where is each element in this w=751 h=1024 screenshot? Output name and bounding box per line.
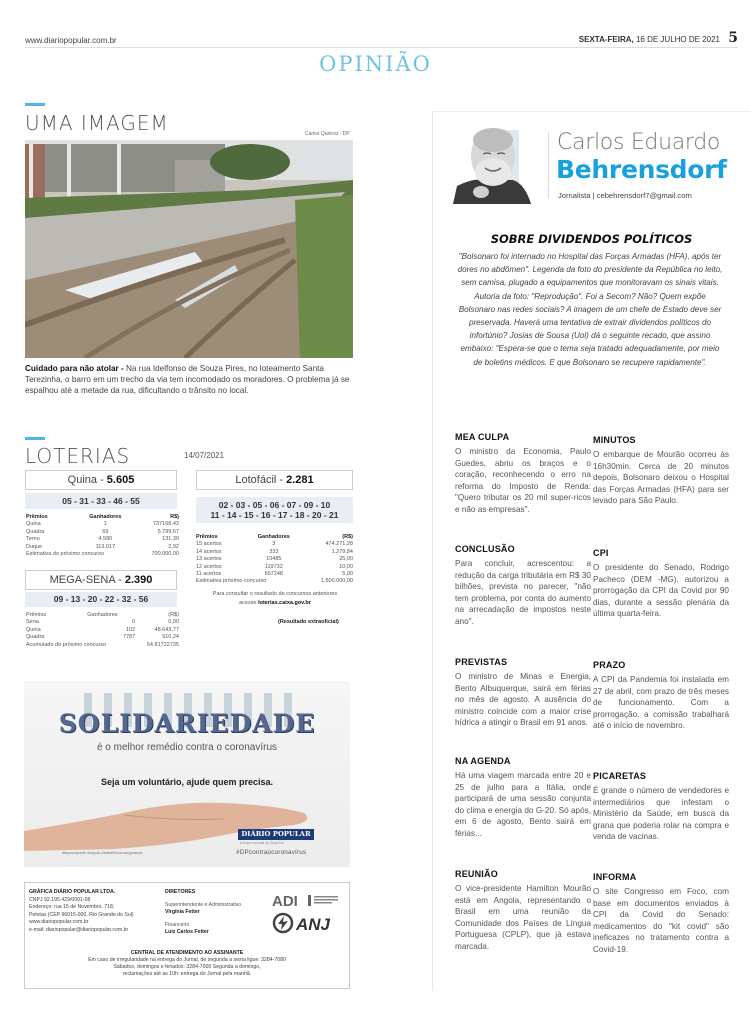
quina-table xyxy=(26,514,179,558)
col-ganhadores: Ganhadores xyxy=(257,534,290,540)
cell: 10,00 xyxy=(339,563,353,570)
quina-contest: 5.605 xyxy=(106,474,135,486)
director-role: Financeiro xyxy=(165,921,190,928)
author-first-name: Carlos Eduardo xyxy=(557,130,721,155)
page-number: 5 xyxy=(728,30,738,46)
ad-tags: #façasuaparte #sejudo #trabalhecomsegurança xyxy=(62,851,143,855)
weekday: SEXTA-FEIRA, xyxy=(578,35,634,44)
cell: 333 xyxy=(269,548,279,555)
diario-popular-logo: DIÁRIO POPULAR xyxy=(238,829,314,840)
table-row xyxy=(196,571,353,578)
col-premios: Prêmios xyxy=(26,612,47,618)
company-email[interactable]: e-mail: diariopopular@diariopopular.com.br xyxy=(29,926,129,933)
estimate-value: 64.81722735 xyxy=(146,641,179,648)
ad-cta: Seja um voluntário, ajude quem precisa. xyxy=(100,777,274,787)
author-portrait xyxy=(453,120,539,204)
cell: 13 acertos xyxy=(196,556,222,563)
photo-image xyxy=(25,140,353,358)
lottery-link[interactable]: loterias.caixa.gov.br xyxy=(258,600,311,606)
note-cpi xyxy=(593,548,729,620)
table-header-row xyxy=(26,612,179,619)
divider xyxy=(548,132,549,198)
note-title: NA AGENDA xyxy=(455,756,511,766)
cell: 2,92 xyxy=(168,543,179,550)
table-row xyxy=(26,634,179,641)
cell: 14 acertos xyxy=(196,548,222,555)
lottery-note-line2 xyxy=(195,599,355,608)
note-text: O site Congresso em Foco, com base em documentos enviados à CPI da Covid do Senado: medicamentos do "kit covid" são ineficazes no tratamento contra a Covid-19. xyxy=(593,887,729,954)
cell: Quadra xyxy=(26,634,45,641)
note-title: PREVISTAS xyxy=(455,657,508,667)
cell: 25,00 xyxy=(339,556,353,563)
adi-logo-text: ADI xyxy=(272,893,298,908)
col-valor: (R$) xyxy=(168,612,179,618)
col-premios: Prêmios xyxy=(196,534,218,540)
table-row xyxy=(26,627,179,634)
table-row xyxy=(26,521,179,528)
note-title: PRAZO xyxy=(593,660,626,670)
cell: 474.271,28 xyxy=(325,541,353,548)
directors-info xyxy=(165,889,241,937)
directors-title: DIRETORES xyxy=(165,889,196,895)
megasena-name: MEGA-SENA - xyxy=(49,574,125,586)
note-picaretas xyxy=(593,771,729,843)
quina-header xyxy=(25,470,177,490)
note-title: REUNIÃO xyxy=(455,869,498,879)
edition-date xyxy=(579,35,720,44)
estimate-value: 1.500.000,00 xyxy=(320,578,353,585)
cell: 3 xyxy=(272,541,276,548)
cell: 131,39 xyxy=(162,536,179,543)
service-line: reclamações até as 10h: entrega do Jornal pela manhã. xyxy=(122,971,252,977)
street-mud-photo xyxy=(25,140,353,358)
service-line: Sábados, domingos e feriados: 3284-7000 Segunda a domingo, xyxy=(113,964,261,970)
cell: 48.643,77 xyxy=(154,626,179,633)
note-title: PICARETAS xyxy=(593,771,647,781)
note-text: A CPI da Pandemia foi instalada em 27 de abril, com prazo de três meses de funcionamento. Com a prorrogação, a comissão trabalhará até o início de novembro. xyxy=(593,675,729,731)
cell: 119732 xyxy=(264,563,283,570)
note-title: MINUTOS xyxy=(593,435,636,445)
note-text: O ministro da Economia, Paulo Guedes, abriu os braços e o coração, reconhecendo o erro na reforma do Imposto de Renda: "Quero tributar os 20 mil super-ricos e não as empresas". xyxy=(455,447,591,514)
cell: 11 acertos xyxy=(196,571,222,578)
anj-logo xyxy=(272,912,342,934)
cell: 0 xyxy=(132,619,136,626)
col-valor: R$) xyxy=(170,514,179,520)
note-title: MEA CULPA xyxy=(455,432,510,442)
note-conclusao xyxy=(455,544,591,628)
cell: 1.279,84 xyxy=(331,548,353,555)
col-premios: Prêmios xyxy=(26,514,48,520)
col-ganhadores: Ganhadores xyxy=(87,612,118,618)
note-informa xyxy=(593,872,729,956)
lotofacil-contest: 2.281 xyxy=(286,474,314,486)
cell: 69 xyxy=(102,528,109,535)
lotofacil-numbers-line1: 02 - 03 - 05 - 06 - 07 - 09 - 10 xyxy=(218,500,331,510)
col-ganhadores: Ganhadores xyxy=(89,514,122,520)
note-text: Há uma viagem marcada entre 20 e 25 de julho para a Itália, onde participará de uma sessão conjunta do clima e energia do G-20. Só após, em 6 de agosto, Bento sairá em férias... xyxy=(455,771,591,838)
uma-imagem-title: UMA IMAGEM xyxy=(25,111,169,135)
company-name: GRÁFICA DIÁRIO POPULAR LTDA. xyxy=(29,889,116,895)
cell: 12 acertos xyxy=(196,563,222,570)
cell: Quina xyxy=(26,521,41,528)
estimate-label: Acumulado do próximo concurso xyxy=(26,641,107,648)
section-title: OPINIÃO xyxy=(319,52,432,76)
note-text: O ministro de Minas e Energia, Bento Albuquerque, sairá em férias no mês de agosto. A ausência do ministro coincide com a maior crise hídrica a atingir o Brasil em 91 anos. xyxy=(455,672,591,728)
cell: Sena xyxy=(26,619,39,626)
lottery-note xyxy=(195,590,355,608)
cell: Quadra xyxy=(26,528,45,535)
lotofacil-header xyxy=(196,470,353,490)
note-text: O embarque de Mourão ocorreu às 16h30min. Cerca de 20 minutos depois, Bolsonaro deixou o Hospital das Forças Armadas (HFA) para ser levado para São Paulo. xyxy=(593,450,729,506)
megasena-contest: 2.390 xyxy=(124,574,153,586)
photo-credit: Carlos Queiroz - DP xyxy=(305,131,350,137)
lotofacil-numbers-line2: 11 - 14 - 15 - 16 - 17 - 18 - 20 - 21 xyxy=(210,510,339,520)
service-title: CENTRAL DE ATENDIMENTO AO ASSINANTE xyxy=(130,950,244,956)
estimate-label: Estimativa próximo concurso xyxy=(196,578,267,585)
table-header-row xyxy=(26,514,179,521)
table-row xyxy=(196,564,353,571)
cell: 4.580 xyxy=(98,536,113,543)
note-mea-culpa xyxy=(455,432,591,516)
note-text: O presidente do Senado, Rodrigo Pacheco (DEM -MG), autorizou a prorrogação da CPI da Covid por 90 dias, durante a sessão plenária da última quarta-feira. xyxy=(593,563,729,619)
cell: 0,00 xyxy=(168,619,179,626)
note-text: Para concluir, acrescentou: a redução da carga tributária em R$ 30 bilhões, prevista no parecer, "não tem problema, por conta do aumento na arrecadação de impostos neste ano". xyxy=(455,559,591,626)
caption-lead: Cuidado para não atolar - xyxy=(25,364,124,373)
col-valor: (R$) xyxy=(342,534,353,540)
company-line: CNPJ 92.195.429/0001-08 xyxy=(29,896,91,903)
note-minutos xyxy=(593,435,729,507)
cell: 737168,42 xyxy=(153,521,179,528)
site-url[interactable]: www.diariopopular.com.br xyxy=(25,36,117,45)
cell: 5.799,67 xyxy=(157,528,179,535)
ad-subtitle: é o melhor remédio contra o coronavírus xyxy=(96,742,278,753)
cell: 102 xyxy=(126,626,136,633)
table-row xyxy=(26,544,179,551)
table-row xyxy=(196,549,353,556)
article-title: SOBRE DIVIDENDOS POLÍTICOS xyxy=(490,232,693,246)
estimate-row xyxy=(196,578,353,585)
note-text: É grande o número de vendedores e intermediários que infestam o Ministério da Saúde, em busca da grana que poderia rolar na compra e venda de vacinas. xyxy=(593,786,729,842)
estimate-row xyxy=(26,642,179,649)
logo-tagline: A força comunal do Zona Sul xyxy=(240,841,284,845)
company-info xyxy=(29,889,134,934)
cell: 910,24 xyxy=(162,634,179,641)
loterias-title: LOTERIAS xyxy=(25,444,131,468)
estimate-row xyxy=(26,551,179,558)
lottery-note-line1: Para consultar o resultado de concursos anteriores xyxy=(212,591,338,597)
table-row xyxy=(26,619,179,626)
caption-text: Na rua Idelfonso de Souza Pires, no loteamento Santa Terezinha, o barro em um trecho da via tem incomodado os moradores. O problema já se espalhou até a metade da rua, dificultando o trânsito no local. xyxy=(25,364,350,395)
cell: 10485 xyxy=(266,556,282,563)
article-body: "Bolsonaro foi internado no Hospital das Forças Armadas (HFA), após ter dores no abdômen". Legenda da foto do presidente da República no leito, sem camisa, plugado a equipamentos que monitoravam os sinais vitais. Autoria da foto: "Reprodução". Foi a Secom? Não? Quem expõe Bolsonaro nas redes sociais? A imagem de um chefe de Estado deve ser preservada. Haverá uma tentativa de extrair dividendos políticos do infortúnio? Josias de Sousa (Uol) dá o seguinte recado, que assino embaixo: "Espera-se que o tema seja tratado adequadamente, por meio de boletins médicos. E que Bolsonaro se recupere rapidamente". xyxy=(457,252,723,367)
date-text: 16 DE JULHO DE 2021 xyxy=(633,35,720,44)
megasena-table xyxy=(26,612,179,649)
note-title: CPI xyxy=(593,548,609,558)
accent-bar xyxy=(25,437,45,440)
note-text: O vice-presidente Hamilton Mourão está em Angola, representando o Brasil em uma reunião da Comunidade dos Países de Língua Portuguesa (CPLP), que já estava marcada. xyxy=(455,884,591,951)
solidarity-ad[interactable] xyxy=(24,681,350,867)
estimate-label: Estimativa do próximo concurso xyxy=(26,551,104,558)
subscriber-service xyxy=(25,950,349,978)
cell: 7787 xyxy=(122,634,136,641)
lotofacil-numbers xyxy=(196,497,353,523)
estimate-value: 700.000,00 xyxy=(151,551,179,558)
unofficial-result: (Resultado extraoficial) xyxy=(278,619,339,625)
company-line: Endereço: rua 15 de Novembro, 718, xyxy=(29,904,115,910)
company-line: Pelotas (CEP 96015-000, Rio Grande do Sul) xyxy=(29,911,134,918)
note-title: INFORMA xyxy=(593,872,637,882)
open-hand-icon xyxy=(24,791,350,851)
ad-hashtag: #DPcontraocoronavírus xyxy=(236,849,307,856)
adi-logo xyxy=(272,893,342,908)
note-previstas xyxy=(455,657,591,729)
table-row xyxy=(196,541,353,548)
megasena-numbers: 09 - 13 - 20 - 22 - 32 - 56 xyxy=(25,592,177,607)
imprint-box xyxy=(24,882,350,989)
service-line: Em caso de irregularidade na entrega do Jornal, de segunda a sexta ligue: 3284-7080 xyxy=(88,957,286,963)
page-header xyxy=(25,30,738,48)
author-info: Jornalista | cebehrensdorf7@gmail.com xyxy=(558,191,692,200)
table-row xyxy=(26,536,179,543)
megasena-header xyxy=(25,570,177,590)
quina-name: Quina - xyxy=(67,474,107,486)
lottery-date: 14/07/2021 xyxy=(184,451,225,460)
note-na-agenda xyxy=(455,756,591,840)
table-row xyxy=(26,529,179,536)
company-website[interactable]: www.diariopopular.com.br xyxy=(29,919,89,925)
note-title: CONCLUSÃO xyxy=(455,544,515,554)
accent-bar xyxy=(25,103,45,106)
cell: 657248 xyxy=(264,571,283,578)
author-last-name: Behrensdorf xyxy=(556,155,727,184)
cell: Terno xyxy=(26,536,40,543)
cell: 5,00 xyxy=(342,571,353,578)
lotofacil-name: Lotofácil - xyxy=(235,474,287,486)
cell: 15 acertos xyxy=(196,541,222,548)
quina-numbers: 05 - 31 - 33 - 46 - 55 xyxy=(25,493,177,509)
cell: 1 xyxy=(103,521,107,528)
table-row xyxy=(196,556,353,563)
director-name: Luiz Carlos Fetter xyxy=(165,929,209,935)
lotofacil-table xyxy=(196,534,353,586)
director-role: Superintendente e Administrativo xyxy=(165,901,242,908)
note-prefix: acesse xyxy=(239,600,259,606)
cell: 113.017 xyxy=(95,543,116,550)
ad-title: SOLIDARIEDADE xyxy=(58,709,316,738)
note-reuniao xyxy=(455,869,591,953)
note-prazo xyxy=(593,660,729,732)
photo-caption xyxy=(25,363,360,396)
anj-logo-text: ANJ xyxy=(296,915,331,934)
director-name: Virgínia Fetter xyxy=(165,909,200,915)
cell: Duque xyxy=(26,543,43,550)
cell: Quina xyxy=(26,626,41,633)
table-header-row xyxy=(196,534,353,541)
